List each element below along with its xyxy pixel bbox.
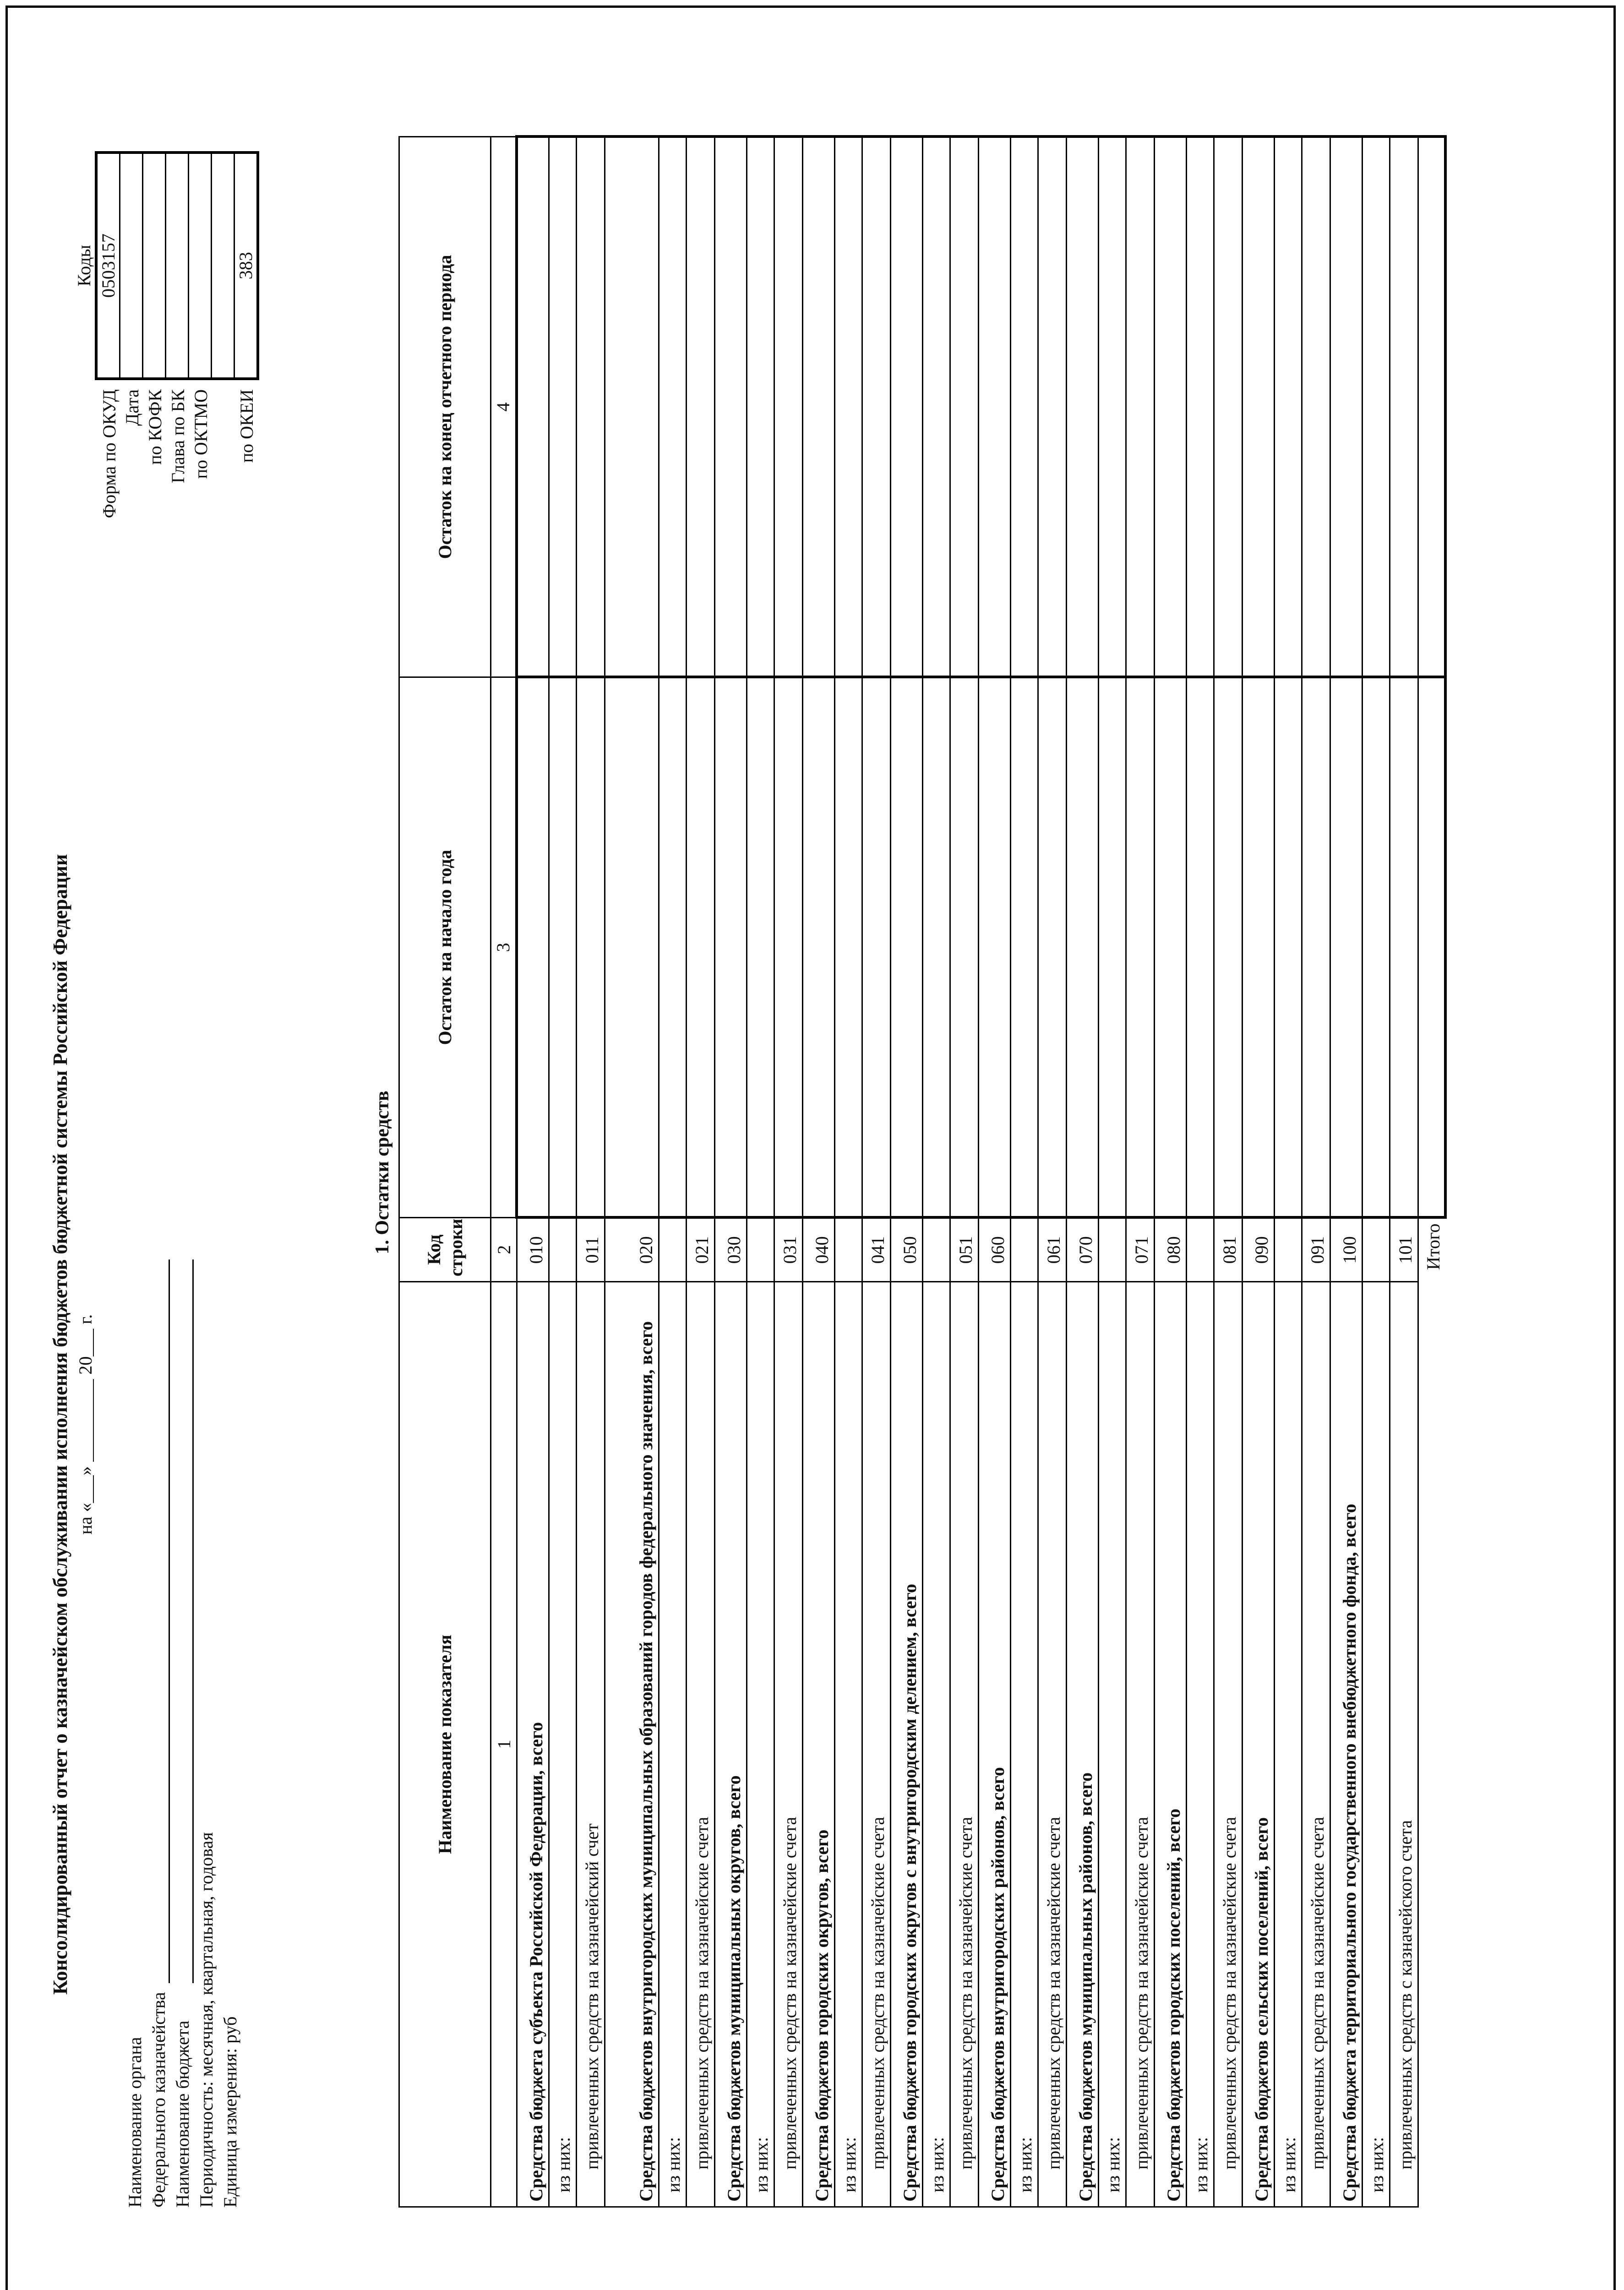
- row-code: 070: [1066, 1218, 1098, 1282]
- row-value-start[interactable]: [1242, 677, 1274, 1218]
- row-name: привлеченных средств на казначейские счета: [1214, 1282, 1242, 2207]
- label-okud: Форма по ОКУД: [99, 389, 120, 518]
- table-body: [517, 137, 1445, 2207]
- label-bk: Глава по БК: [168, 389, 188, 483]
- total-label: Итого: [1418, 1218, 1445, 2207]
- row-name: привлеченных средств на казначейские счета: [950, 1282, 978, 2207]
- row-code: 051: [950, 1218, 978, 1282]
- row-value-end[interactable]: [576, 137, 605, 677]
- row-name: из них:: [747, 1282, 774, 2207]
- table-row: [978, 137, 1010, 2207]
- row-name: из них:: [834, 1282, 862, 2207]
- table-row: [517, 137, 549, 2207]
- row-value-start[interactable]: [605, 677, 659, 1218]
- row-name: Средства бюджетов городских округов, всего: [802, 1282, 834, 2207]
- field-organ: Наименование органа: [125, 2037, 145, 2208]
- row-name: Средства бюджетов внутригородских муниципальных образований городов федерального значения, всего: [605, 1282, 659, 2207]
- row-value-start[interactable]: [1186, 677, 1214, 1218]
- table-row: [1242, 137, 1274, 2207]
- row-code: [834, 1218, 862, 1282]
- row-name: Средства бюджетов городских округов с внутригородским делением, всего: [890, 1282, 922, 2207]
- row-value-end[interactable]: [686, 137, 714, 677]
- row-value-end[interactable]: [1154, 137, 1186, 677]
- col-number-3: 3: [491, 677, 517, 1218]
- table-row: [890, 137, 922, 2207]
- row-value-start[interactable]: [1098, 677, 1126, 1218]
- table-row: [774, 137, 802, 2207]
- row-value-end[interactable]: [1302, 137, 1330, 677]
- row-value-end[interactable]: [1214, 137, 1242, 677]
- total-value-end[interactable]: [1418, 137, 1445, 677]
- row-code: [747, 1218, 774, 1282]
- row-value-start[interactable]: [890, 677, 922, 1218]
- row-value-start[interactable]: [774, 677, 802, 1218]
- label-date: Дата: [122, 389, 142, 426]
- table-row: [1126, 137, 1154, 2207]
- treasury-underline: [169, 1260, 170, 1983]
- row-value-end[interactable]: [714, 137, 747, 677]
- row-value-start[interactable]: [1066, 677, 1098, 1218]
- row-value-start[interactable]: [802, 677, 834, 1218]
- row-code: 060: [978, 1218, 1010, 1282]
- row-code: 040: [802, 1218, 834, 1282]
- table-row: [1098, 137, 1126, 2207]
- total-row: [1418, 137, 1445, 2207]
- table-row: [1274, 137, 1302, 2207]
- col-header-code: Код строки: [399, 1218, 491, 1282]
- total-value-start[interactable]: [1418, 677, 1445, 1218]
- col-header-name: Наименование показателя: [399, 1282, 491, 2207]
- table-row: [1214, 137, 1242, 2207]
- field-unit: Единица измерения: руб: [220, 2016, 240, 2208]
- balances-table: [398, 136, 1447, 2208]
- table-row: [605, 137, 659, 2207]
- row-code: [659, 1218, 686, 1282]
- row-value-end[interactable]: [862, 137, 890, 677]
- row-value-end[interactable]: [1186, 137, 1214, 677]
- table-row: [549, 137, 576, 2207]
- rotated-form: [46, 69, 1447, 2240]
- row-code: 100: [1330, 1218, 1362, 1282]
- table-row: [1010, 137, 1038, 2207]
- row-name: Средства бюджета территориального государственного внебюджетного фонда, всего: [1330, 1282, 1362, 2207]
- row-value-end[interactable]: [1010, 137, 1038, 677]
- row-value-end[interactable]: [1362, 137, 1390, 677]
- row-code: [1274, 1218, 1302, 1282]
- row-value-end[interactable]: [1126, 137, 1154, 677]
- row-name: из них:: [922, 1282, 950, 2207]
- code-kofk[interactable]: [143, 153, 166, 379]
- row-value-end[interactable]: [774, 137, 802, 677]
- table-row: [834, 137, 862, 2207]
- row-value-end[interactable]: [1242, 137, 1274, 677]
- label-kofk: по КОФК: [145, 389, 165, 465]
- section-title: 1. Остатки средств: [372, 1090, 393, 1254]
- row-value-end[interactable]: [605, 137, 659, 677]
- row-code: 030: [714, 1218, 747, 1282]
- row-code: 090: [1242, 1218, 1274, 1282]
- col-header-end: Остаток на конец отчетного периода: [399, 137, 491, 677]
- code-okud[interactable]: 0503157: [96, 153, 120, 379]
- col-number-2: 2: [491, 1218, 517, 1282]
- row-name: из них:: [1362, 1282, 1390, 2207]
- row-name: Средства бюджетов муниципальных районов, всего: [1066, 1282, 1098, 2207]
- row-value-start[interactable]: [659, 677, 686, 1218]
- table-row: [802, 137, 834, 2207]
- code-okei[interactable]: 383: [234, 153, 258, 379]
- code-bk[interactable]: [166, 153, 189, 379]
- row-value-start[interactable]: [1154, 677, 1186, 1218]
- table-row: [950, 137, 978, 2207]
- row-value-end[interactable]: [950, 137, 978, 677]
- row-value-start[interactable]: [950, 677, 978, 1218]
- table-row: [922, 137, 950, 2207]
- row-code: 091: [1302, 1218, 1330, 1282]
- row-code: [1186, 1218, 1214, 1282]
- table-row: [1186, 137, 1214, 2207]
- table-row: [747, 137, 774, 2207]
- report-date-line: на «___» _________ 20___ г.: [75, 1314, 96, 1535]
- row-code: 041: [862, 1218, 890, 1282]
- budget-underline: [192, 1260, 194, 1983]
- row-value-end[interactable]: [1330, 137, 1362, 677]
- codes-box: [73, 151, 259, 380]
- row-name: привлеченных средств на казначейские счета: [774, 1282, 802, 2207]
- row-code: 071: [1126, 1218, 1154, 1282]
- row-value-start[interactable]: [922, 677, 950, 1218]
- row-value-start[interactable]: [1302, 677, 1330, 1218]
- row-name: привлеченных средств с казначейского счета: [1390, 1282, 1418, 2207]
- row-code: 061: [1038, 1218, 1066, 1282]
- row-name: из них:: [1186, 1282, 1214, 2207]
- row-value-start[interactable]: [978, 677, 1010, 1218]
- table-row: [1066, 137, 1098, 2207]
- table-row: [1302, 137, 1330, 2207]
- row-code: 081: [1214, 1218, 1242, 1282]
- row-code: [1362, 1218, 1390, 1282]
- row-name: из них:: [1274, 1282, 1302, 2207]
- row-name: привлеченных средств на казначейские счета: [1302, 1282, 1330, 2207]
- row-value-start[interactable]: [517, 677, 549, 1218]
- row-name: из них:: [549, 1282, 576, 2207]
- row-code: 031: [774, 1218, 802, 1282]
- row-code: 080: [1154, 1218, 1186, 1282]
- row-code: [922, 1218, 950, 1282]
- table-row: [1362, 137, 1390, 2207]
- row-value-end[interactable]: [517, 137, 549, 677]
- field-budget: Наименование бюджета: [172, 2020, 193, 2208]
- col-number-4: 4: [491, 137, 517, 677]
- row-code: 011: [576, 1218, 605, 1282]
- row-value-start[interactable]: [686, 677, 714, 1218]
- row-name: привлеченных средств на казначейские счета: [1126, 1282, 1154, 2207]
- table-row: [576, 137, 605, 2207]
- row-value-start[interactable]: [1010, 677, 1038, 1218]
- row-value-start[interactable]: [834, 677, 862, 1218]
- row-value-end[interactable]: [978, 137, 1010, 677]
- row-value-end[interactable]: [890, 137, 922, 677]
- label-okei: по ОКЕИ: [236, 389, 257, 463]
- row-code: 010: [517, 1218, 549, 1282]
- table-row: [1038, 137, 1066, 2207]
- table-row: [1390, 137, 1418, 2207]
- table-row: [659, 137, 686, 2207]
- table-row: [686, 137, 714, 2207]
- row-name: из них:: [1098, 1282, 1126, 2207]
- row-value-start[interactable]: [1274, 677, 1302, 1218]
- row-value-end[interactable]: [802, 137, 834, 677]
- row-name: Средства бюджетов внутригородских районов, всего: [978, 1282, 1010, 2207]
- row-code: [1010, 1218, 1038, 1282]
- row-code: 021: [686, 1218, 714, 1282]
- row-value-end[interactable]: [1038, 137, 1066, 677]
- code-blank[interactable]: [212, 153, 234, 379]
- row-code: 020: [605, 1218, 659, 1282]
- row-value-end[interactable]: [659, 137, 686, 677]
- row-name: привлеченных средств на казначейский счет: [576, 1282, 605, 2207]
- row-value-start[interactable]: [549, 677, 576, 1218]
- row-value-end[interactable]: [1390, 137, 1418, 677]
- row-name: привлеченных средств на казначейские счета: [1038, 1282, 1066, 2207]
- col-number-1: 1: [491, 1282, 517, 2207]
- table-row: [1154, 137, 1186, 2207]
- row-value-end[interactable]: [549, 137, 576, 677]
- label-oktmo: по ОКТМО: [191, 389, 211, 479]
- row-value-end[interactable]: [1098, 137, 1126, 677]
- code-oktmo[interactable]: [189, 153, 212, 379]
- row-name: привлеченных средств на казначейские счета: [862, 1282, 890, 2207]
- row-code: [1098, 1218, 1126, 1282]
- row-name: Средства бюджетов сельских поселений, всего: [1242, 1282, 1274, 2207]
- row-value-start[interactable]: [1214, 677, 1242, 1218]
- row-name: Средства бюджета субъекта Российской Федерации, всего: [517, 1282, 549, 2207]
- row-value-end[interactable]: [1066, 137, 1098, 677]
- report-title: Консолидированный отчет о казначейском обслуживании исполнения бюджетов бюджетной системы Российской Федерации: [49, 854, 71, 1995]
- row-value-start[interactable]: [1038, 677, 1066, 1218]
- row-name: привлеченных средств на казначейские счета: [686, 1282, 714, 2207]
- row-name: из них:: [659, 1282, 686, 2207]
- row-value-end[interactable]: [747, 137, 774, 677]
- row-value-start[interactable]: [1390, 677, 1418, 1218]
- row-value-start[interactable]: [714, 677, 747, 1218]
- row-value-start[interactable]: [576, 677, 605, 1218]
- row-value-end[interactable]: [834, 137, 862, 677]
- row-code: [549, 1218, 576, 1282]
- field-periodicity: Периодичность: месячная, квартальная, годовая: [196, 1832, 217, 2208]
- row-value-start[interactable]: [1126, 677, 1154, 1218]
- table-row: [714, 137, 747, 2207]
- row-value-start[interactable]: [1330, 677, 1362, 1218]
- col-header-start: Остаток на начало года: [399, 677, 491, 1218]
- row-value-end[interactable]: [922, 137, 950, 677]
- code-date[interactable]: [120, 153, 143, 379]
- field-treasury: Федерального казначейства: [148, 1992, 169, 2208]
- row-value-start[interactable]: [747, 677, 774, 1218]
- codes-header: Коды: [73, 153, 96, 379]
- table-row: [1330, 137, 1362, 2207]
- row-value-start[interactable]: [1362, 677, 1390, 1218]
- row-value-start[interactable]: [862, 677, 890, 1218]
- row-name: Средства бюджетов муниципальных округов, всего: [714, 1282, 747, 2207]
- row-value-end[interactable]: [1274, 137, 1302, 677]
- table-row: [862, 137, 890, 2207]
- row-code: 050: [890, 1218, 922, 1282]
- row-name: из них:: [1010, 1282, 1038, 2207]
- row-name: Средства бюджетов городских поселений, всего: [1154, 1282, 1186, 2207]
- row-code: 101: [1390, 1218, 1418, 1282]
